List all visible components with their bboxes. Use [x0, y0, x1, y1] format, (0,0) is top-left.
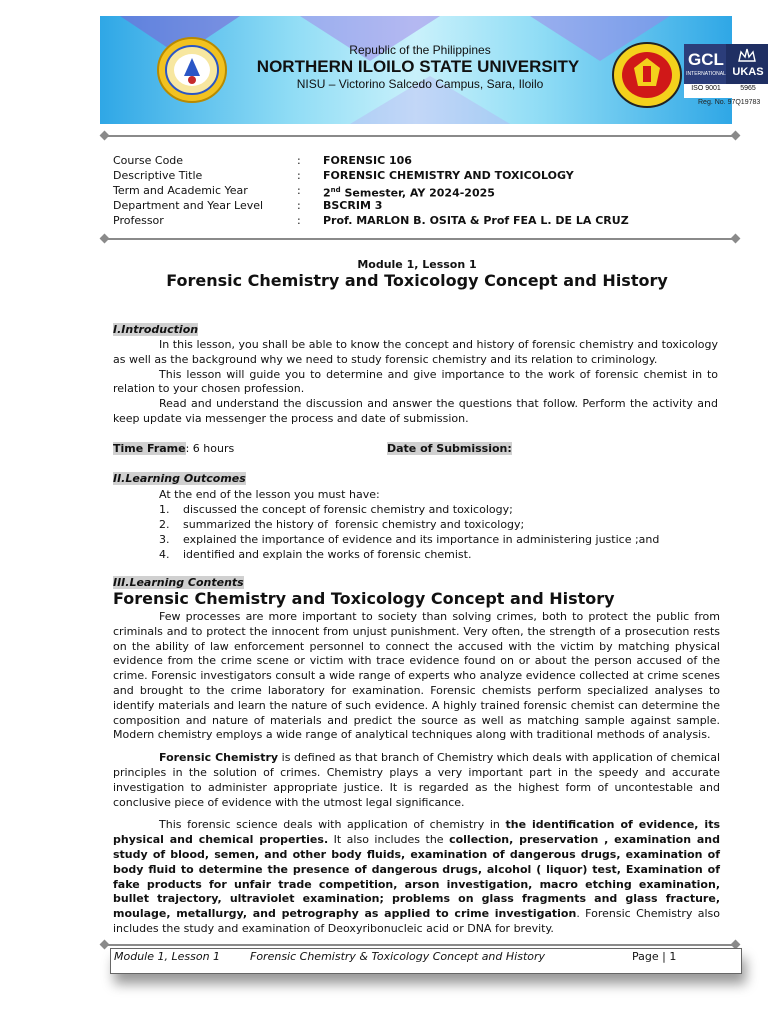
learning-contents-title: Forensic Chemistry and Toxicology Concept and History — [113, 589, 615, 608]
contents-paragraph-3: This forensic science deals with application of chemistry in the identification of evidence, its physical and chemical properties. It also includes the collection, preservation , examination and study of blood, semen, and other body fluids, examination of dangerous drugs, examination of body fluid to determine the presence of dangerous drugs, alcohol ( liquor) test, Examination of fake products for unfair trade competition, arson investigation, macro etching examination, bullet trajectory, ultraviolet examination; problems on glass fragments and glass fracture, moulage, metallurgy, and petrography as applied to crime investigation. Forensic Chemistry also includes the study and examination of Deoxyribonucleic acid or DNA for brevity. — [113, 818, 720, 935]
descriptive-title-label: Descriptive Title — [113, 169, 203, 182]
course-info — [113, 153, 733, 228]
learning-contents-body — [113, 610, 720, 937]
footer-divider — [104, 944, 736, 946]
module-title: Forensic Chemistry and Toxicology Concept and History — [166, 271, 668, 290]
contents-paragraph-1: Few processes are more important to society than solving crimes, both to protect the public from criminals and to protect the innocent from unjust punishment. Very often, the strength of a prosecution rests on the ability of law enforcement personnel to connect the accused with the victim by matching physical evidence from the crime scene or victim with trace evidence found on or about the person accused of the crime. Forensic investigators consult a wide range of experts who analyze evidence collected at crime scenes and brought to the crime laboratory for examination. Forensic chemists perform specialized analyses to identify materials and learn the nature of such evidence. A highly trained forensic chemist can determine the composition and nature of materials and predict the source as well as matching sample against sample. Modern chemistry employs a wide range of analytical techniques along with traditional methods of analysis. — [113, 610, 720, 742]
professor-label: Professor — [113, 214, 164, 227]
footer-title: Forensic Chemistry & Toxicology Concept and History — [250, 950, 546, 963]
university-name: NORTHERN ILOILO STATE UNIVERSITY — [256, 57, 580, 76]
course-code-label: Course Code — [113, 154, 184, 167]
introduction-heading: I.Introduction — [113, 323, 199, 336]
time-frame-label: Time Frame — [113, 442, 186, 455]
learning-outcomes-intro: At the end of the lesson you must have: — [159, 488, 380, 501]
date-of-submission: Date of Submission: — [387, 442, 512, 455]
iso-label: ISO 9001 — [691, 85, 721, 92]
separator: : — [297, 199, 301, 212]
intro-paragraph-2: This lesson will guide you to determine and give importance to the work of forensic chemist in to relation to your chosen profession. — [113, 367, 718, 396]
department-row — [113, 198, 733, 213]
term-label: Term and Academic Year — [113, 184, 248, 197]
campus-text: NISU – Victorino Salcedo Campus, Sara, Iloilo — [296, 77, 544, 91]
list-item: 4. identified and explain the works of forensic chemist. — [159, 548, 472, 561]
course-code-row — [113, 153, 733, 168]
page-number: 1 — [669, 950, 677, 963]
list-item: 2. summarized the history of forensic chemistry and toxicology; — [159, 518, 525, 531]
learning-contents-heading: III.Learning Contents — [113, 576, 244, 589]
ukas-label: UKAS — [732, 66, 764, 78]
intro-paragraph-3: Read and understand the discussion and answer the questions that follow. Perform the activity and keep update via messenger the process and date of submission. — [113, 397, 718, 425]
criminology-seal — [612, 42, 682, 108]
descriptive-title-value: FORENSIC CHEMISTRY AND TOXICOLOGY — [323, 169, 574, 182]
department-value: BSCRIM 3 — [323, 199, 383, 212]
page-footer — [110, 948, 742, 974]
course-info-divider — [104, 238, 736, 240]
intro-paragraph-1: In this lesson, you shall be able to know the concept and history of forensic chemistry and toxicology as well as the background why we need to study forensic chemistry and its relation to criminology. — [113, 338, 718, 366]
gcl-label: GCL — [688, 50, 724, 69]
certification-badge — [684, 44, 768, 98]
time-frame — [113, 441, 234, 456]
separator: : — [297, 184, 301, 197]
republic-text: Republic of the Philippines — [349, 43, 491, 57]
separator: : — [297, 214, 301, 227]
cert-number: 5965 — [740, 85, 756, 92]
module-label: Module 1, Lesson 1 — [357, 258, 477, 271]
learning-outcomes-heading: II.Learning Outcomes — [113, 472, 246, 485]
registration-number: Reg. No. 97Q19783 — [698, 99, 761, 106]
learning-outcomes-list — [159, 502, 719, 562]
professor-value: Prof. MARLON B. OSITA & Prof FEA L. DE LA CRUZ — [323, 214, 629, 227]
time-frame-value: : 6 hours — [185, 442, 235, 455]
descriptive-title-row — [113, 168, 733, 183]
contents-paragraph-2: Forensic Chemistry is defined as that branch of Chemistry which deals with application of chemical principles in the solution of crimes. Chemistry plays a very important part in the speedy and accurate investigation to administer appropriate justice. It is regarded as the highest form of uncontestable and conclusive piece of evidence with the utmost legal significance. — [113, 751, 720, 809]
department-label: Department and Year Level — [113, 199, 264, 212]
introduction-body — [113, 338, 718, 427]
separator: : — [297, 154, 301, 167]
list-item: 3. explained the importance of evidence and its importance in administering justice ;and — [159, 533, 660, 546]
footer-module-label: Module 1, Lesson 1 — [114, 950, 221, 963]
course-code-value: FORENSIC 106 — [323, 154, 412, 167]
footer-page: Page | 1 — [632, 950, 677, 963]
crown-icon — [737, 47, 757, 63]
list-item: 1. discussed the concept of forensic chemistry and toxicology; — [159, 503, 513, 516]
gcl-sub-label: INTERNATIONAL — [686, 71, 726, 77]
term-value: 2nd Semester, AY 2024-2025 — [323, 186, 495, 200]
separator: : — [297, 169, 301, 182]
term-row — [113, 183, 733, 198]
header-divider — [104, 135, 736, 137]
professor-row — [113, 213, 733, 228]
